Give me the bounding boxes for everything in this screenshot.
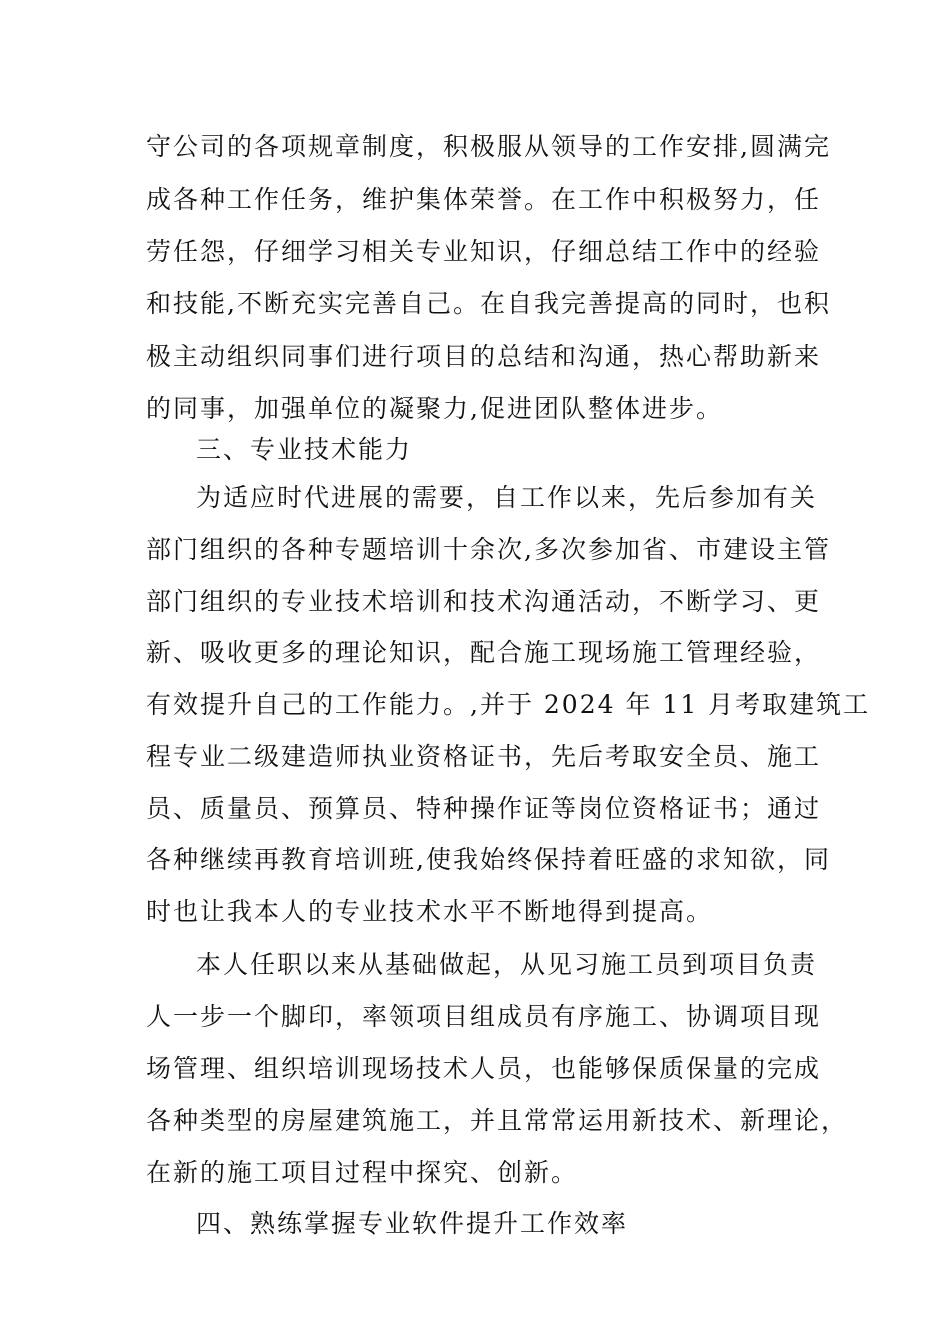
body-text-line: 和技能,不断充实完善自己。在自我完善提高的同时，也积	[146, 289, 831, 318]
body-text-line: 各种继续再教育培训班,使我始终保持着旺盛的求知欲，同	[146, 845, 831, 874]
body-text-line: 员、质量员、预算员、特种操作证等岗位资格证书；通过	[146, 794, 822, 823]
body-text-line: 部门组织的专业技术培训和技术沟通活动，不断学习、更	[146, 587, 822, 616]
body-text-line: 时也让我本人的专业技术水平不断地得到提高。	[146, 897, 714, 926]
body-text-line: 部门组织的各种专题培训十余次,多次参加省、市建设主管	[146, 535, 831, 564]
section-heading: 四、熟练掌握专业软件提升工作效率	[196, 1209, 629, 1238]
body-text-line: 有效提升自己的工作能力。,并于 2024 年 11 月考取建筑工	[146, 690, 871, 719]
body-text-line: 成各种工作任务，维护集体荣誉。在工作中积极努力，任	[146, 185, 822, 214]
body-text-line: 劳任怨，仔细学习相关专业知识，仔细总结工作中的经验	[146, 237, 822, 266]
section-heading: 三、专业技术能力	[196, 435, 413, 464]
paragraph-first-line: 本人任职以来从基础做起，从见习施工员到项目负责	[196, 950, 818, 979]
body-text-line: 守公司的各项规章制度，积极服从领导的工作安排,圆满完	[146, 132, 831, 161]
body-text-line: 人一步一个脚印，率领项目组成员有序施工、协调项目现	[146, 1002, 822, 1031]
body-text-line: 在新的施工项目过程中探究、创新。	[146, 1158, 579, 1187]
body-text-line: 场管理、组织培训现场技术人员，也能够保质保量的完成	[146, 1054, 822, 1083]
body-text-line: 新、吸收更多的理论知识，配合施工现场施工管理经验，	[146, 638, 822, 667]
paragraph-first-line: 为适应时代进展的需要，自工作以来，先后参加有关	[196, 483, 818, 512]
body-text-line: 程专业二级建造师执业资格证书，先后考取安全员、施工	[146, 742, 822, 771]
body-text-line: 各种类型的房屋建筑施工，并且常常运用新技术、新理论，	[146, 1106, 849, 1135]
body-text-line: 的同事，加强单位的凝聚力,促进团队整体进步。	[146, 394, 723, 423]
body-text-line: 极主动组织同事们进行项目的总结和沟通，热心帮助新来	[146, 342, 822, 371]
